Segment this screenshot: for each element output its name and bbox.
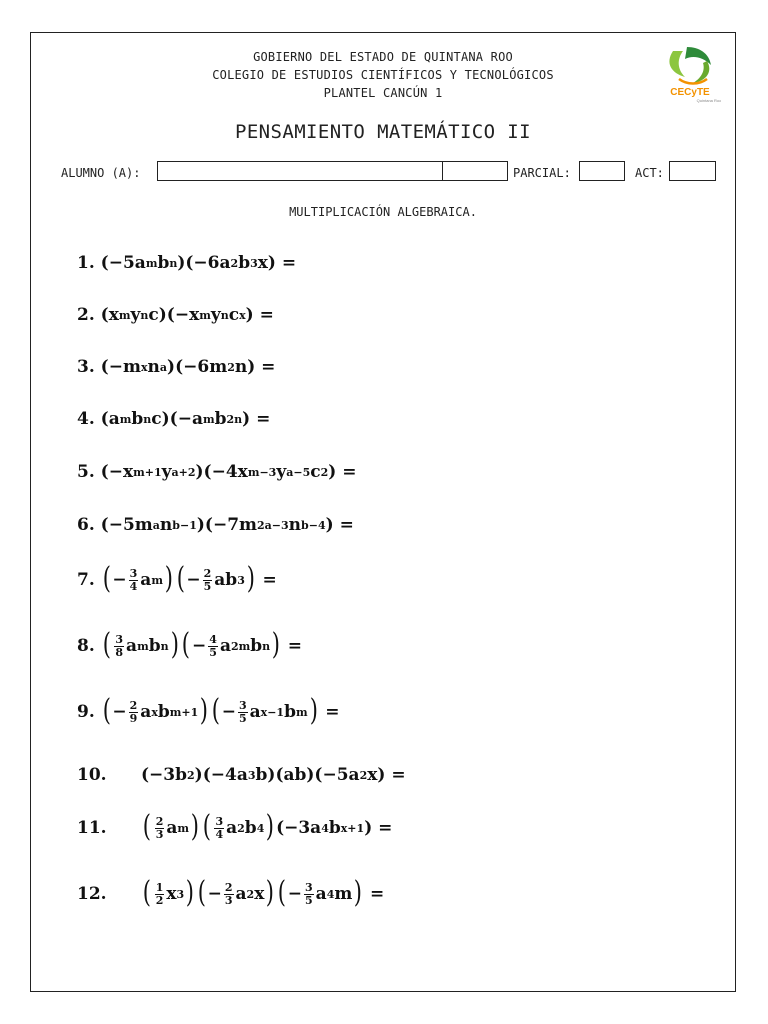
header-campus: PLANTEL CANCÚN 1 <box>323 86 443 100</box>
exercise-expression: ( $\frac{3}{8}$ a m b n ) ( − $\frac{4}{5}$ a 2m b n ) = <box>102 627 303 662</box>
exercise-8 <box>77 627 303 662</box>
exercise-expression: (−x m+1 y a+2 )(−4x m−3 y a−5 c 2 ) = <box>100 462 357 482</box>
exercise-number: 6. <box>77 515 95 535</box>
exercise-expression: ( $\frac{2}{3}$ a m ) ( $\frac{3}{4}$ a 2 b 4 ) (−3a 4 b x+1 ) = <box>142 809 393 844</box>
exercise-9 <box>77 693 340 728</box>
exercise-expression: ( − $\frac{3}{4}$ a m ) ( − $\frac{2}{5}$ ab 3 ) = <box>102 561 277 596</box>
exercise-number: 3. <box>77 357 95 377</box>
exercise-3 <box>77 359 275 376</box>
student-name-field[interactable] <box>157 161 443 181</box>
exercise-number: 12. <box>77 884 107 904</box>
exercise-11 <box>77 809 393 844</box>
worksheet-page <box>30 32 736 992</box>
logo-text: CECyTE <box>670 87 710 98</box>
exercise-expression: (−m x n a )(−6m 2 n) = <box>100 357 276 377</box>
header-college: COLEGIO DE ESTUDIOS CIENTÍFICOS Y TECNOLÓGICOS <box>212 68 554 82</box>
cecyte-logo <box>659 43 721 103</box>
exercise-number: 9. <box>77 702 95 722</box>
exercise-number: 8. <box>77 636 95 656</box>
exercise-10 <box>77 767 406 784</box>
exercise-expression: (−5m a n b−1 )(−7m 2a−3 n b−4 ) = <box>100 515 354 535</box>
exercise-number: 2. <box>77 305 95 325</box>
exercise-expression: (a m b n c)(−a m b 2n ) = <box>100 409 271 429</box>
exercise-number: 7. <box>77 570 95 590</box>
exercise-5 <box>77 464 356 481</box>
student-group-field[interactable] <box>442 161 508 181</box>
logo-subtext: Quintana Roo <box>696 98 721 103</box>
exercise-number: 4. <box>77 409 95 429</box>
act-field[interactable] <box>669 161 716 181</box>
exercise-1 <box>77 255 296 272</box>
partial-label: PARCIAL: <box>513 166 571 180</box>
subject-title: PENSAMIENTO MATEMÁTICO II <box>235 121 531 143</box>
exercise-expression: (−3b 2 )(−4a 3 b)(ab)(−5a 2 x) = <box>141 765 406 785</box>
exercise-expression: ( $\frac{1}{2}$ x 3 ) ( − $\frac{2}{3}$ a 2 x ) ( − $\frac{3}{5}$ a 4 m ) = <box>142 875 385 910</box>
exercise-expression: (−5a m b n )(−6a 2 b 3 x) = <box>100 253 297 273</box>
exercise-6 <box>77 517 354 534</box>
exercise-number: 10. <box>77 765 107 785</box>
topic-heading: MULTIPLICACIÓN ALGEBRAICA. <box>289 205 477 219</box>
student-label: ALUMNO (A): <box>61 166 141 180</box>
exercise-12 <box>77 875 385 910</box>
act-label: ACT: <box>635 166 664 180</box>
header-government: GOBIERNO DEL ESTADO DE QUINTANA ROO <box>253 50 513 64</box>
partial-field[interactable] <box>579 161 625 181</box>
exercise-number: 5. <box>77 462 95 482</box>
exercise-2 <box>77 307 274 324</box>
exercise-4 <box>77 411 270 428</box>
exercise-expression: (x m y n c)(−x m y n c x ) = <box>100 305 274 325</box>
exercise-number: 11. <box>77 818 107 838</box>
exercise-expression: ( − $\frac{2}{9}$ a x b m+1 ) ( − $\frac{3}{5}$ a x−1 b m ) = <box>102 693 340 728</box>
student-info-row <box>31 161 735 185</box>
exercise-number: 1. <box>77 253 95 273</box>
exercise-7 <box>77 561 277 596</box>
